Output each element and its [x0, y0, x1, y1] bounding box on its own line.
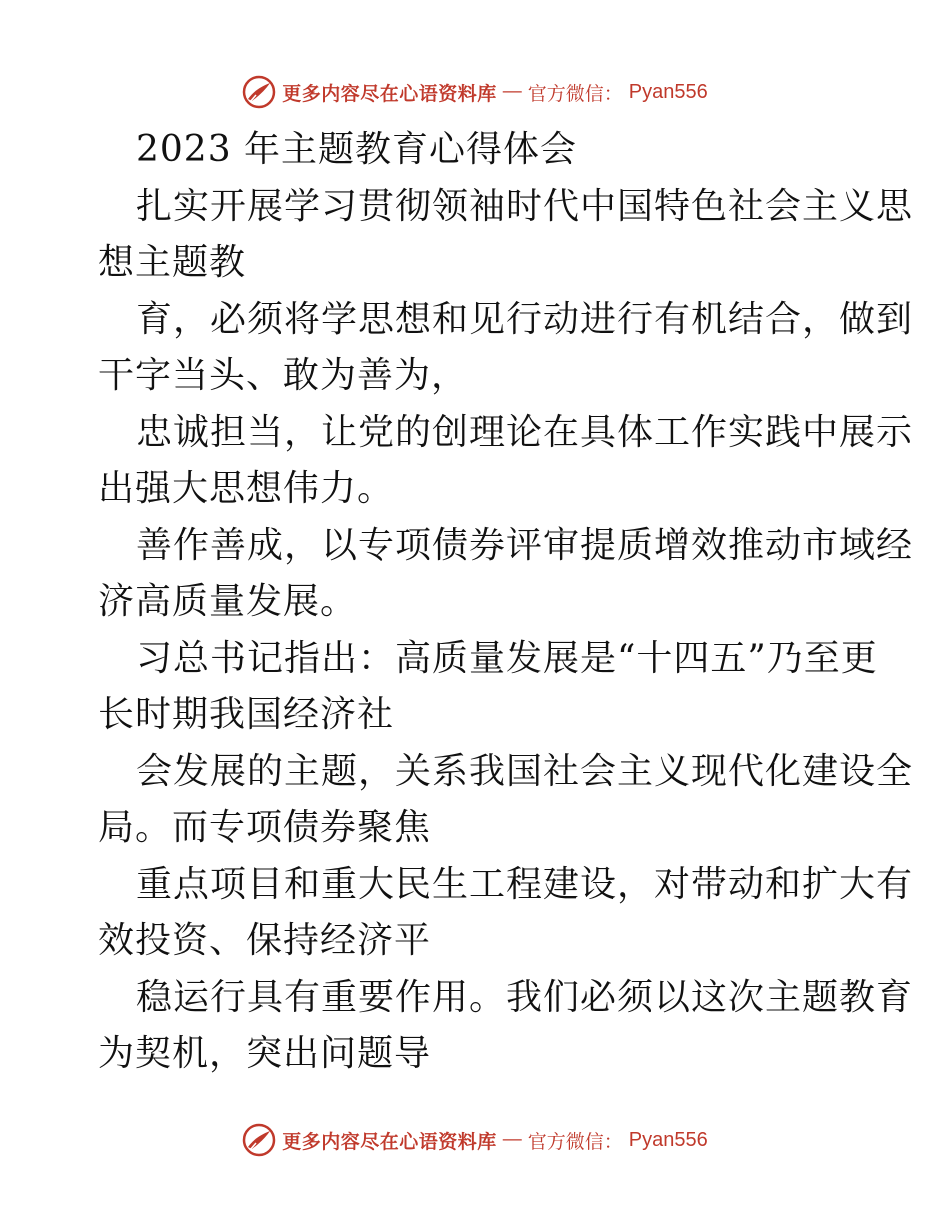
watermark-brand: 更多内容尽在心语资料库 [282, 82, 497, 105]
text-line: 干字当头、敢为善为， [98, 355, 469, 396]
quill-seal-icon [242, 75, 276, 109]
document-title: 2023 年主题教育心得体会 [136, 129, 578, 170]
text-line: 效投资、保持经济平 [98, 920, 432, 961]
text-line: 局。而专项债券聚焦 [98, 807, 432, 848]
text-line: 会发展的主题，关系我国社会主义现代化建设全 [136, 750, 914, 792]
text-line: 稳运行具有重要作用。我们必须以这次主题教育 [136, 976, 914, 1018]
footer-watermark [0, 1120, 950, 1160]
document-body [98, 122, 914, 1083]
text-line: 为契机，突出问题导 [98, 1033, 432, 1074]
watermark-wechat-id: Pyan556 [628, 1128, 708, 1151]
watermark-wechat-id: Pyan556 [628, 80, 708, 103]
text-line: 扎实开展学习贯彻领袖时代中国特色社会主义思 [136, 185, 914, 227]
text-line: 想主题教 [98, 242, 247, 283]
text-line: 重点项目和重大民生工程建设，对带动和扩大有 [136, 863, 914, 905]
text-line: 善作善成，以专项债券评审提质增效推动市域经 [136, 524, 914, 566]
watermark-dash: — [502, 1129, 522, 1150]
text-line: 忠诚担当，让党的创理论在具体工作实践中展示 [136, 411, 914, 453]
watermark-wechat-label: 官方微信： [527, 82, 623, 105]
text-line: 习总书记指出：高质量发展是“十四五”乃至更 [136, 637, 878, 679]
text-line: 长时期我国经济社 [98, 694, 395, 735]
text-line: 出强大思想伟力。 [98, 468, 395, 509]
watermark-brand: 更多内容尽在心语资料库 [282, 1130, 497, 1153]
header-watermark [0, 72, 950, 112]
watermark-dash: — [502, 81, 522, 102]
watermark-wechat-label: 官方微信： [527, 1130, 623, 1153]
text-line: 育，必须将学思想和见行动进行有机结合，做到 [136, 298, 914, 340]
quill-seal-icon [242, 1123, 276, 1157]
text-line: 济高质量发展。 [98, 581, 358, 622]
